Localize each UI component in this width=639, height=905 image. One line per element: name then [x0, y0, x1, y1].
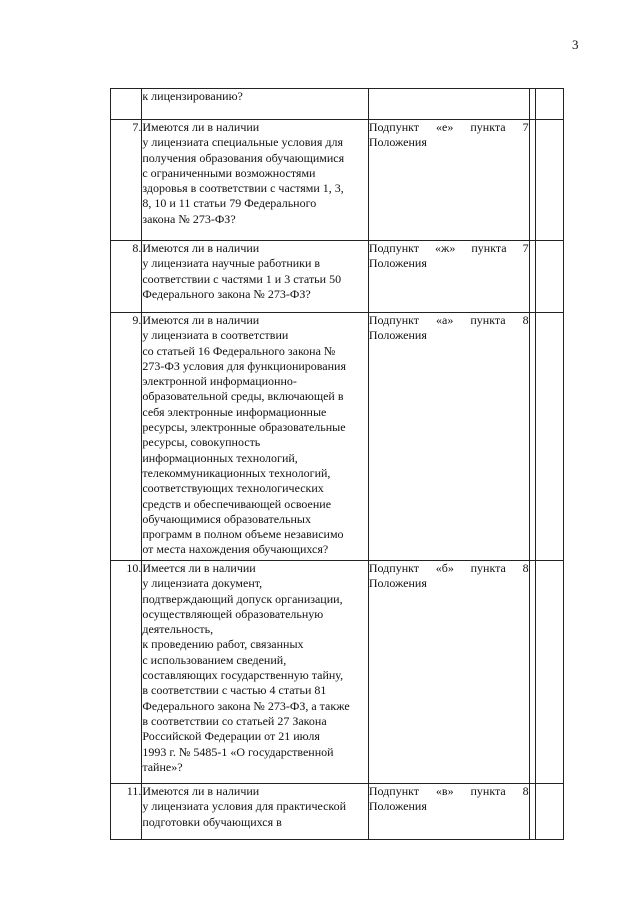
reference-word: Положения: [368, 576, 427, 591]
row-number-cell: [111, 313, 142, 561]
row-number: 10.: [126, 561, 142, 575]
question-text-line: с ограниченными возможностями: [142, 165, 316, 180]
question-text-line: со статьей 16 Федерального закона №: [142, 343, 336, 358]
reference-word: Положения: [368, 799, 427, 814]
check-cell: [535, 120, 563, 241]
question-text-line: ресурсы, совокупность: [142, 435, 261, 450]
reference-word: «ж»: [435, 241, 456, 255]
reference-line: [369, 328, 529, 343]
question-text-line: ресурсы, электронные образовательные: [142, 420, 346, 435]
row-number-cell: [111, 241, 142, 313]
question-text-line: деятельность,: [142, 622, 214, 637]
question-text-line: в соответствии со статьей 27 Закона: [142, 713, 327, 728]
checklist-table: [110, 88, 564, 840]
question-text-line: у лицензиата специальные условия для: [142, 135, 343, 150]
reference-line: [369, 784, 529, 799]
check-cell: [535, 241, 563, 313]
question-cell: [142, 313, 369, 561]
reference-cell: [368, 784, 529, 840]
question-text-line: Имеется ли в наличии: [142, 561, 256, 575]
table-row: [111, 561, 564, 784]
row-number-cell: [111, 120, 142, 241]
question-text-line: у лицензиата документ,: [142, 576, 263, 591]
table-row: [111, 313, 564, 561]
question-cell: [142, 241, 369, 313]
reference-word: пункта: [470, 561, 506, 575]
reference-word: пункта: [470, 120, 506, 134]
reference-word: Подпункт: [368, 561, 420, 575]
question-text-line: подтверждающий допуск организации,: [142, 591, 343, 606]
question-text-line: Имеются ли в наличии: [142, 784, 260, 798]
reference-line: [369, 241, 529, 256]
question-text-line: тайне»?: [142, 759, 183, 774]
reference-word: 7: [522, 241, 529, 255]
reference-line: [369, 576, 529, 591]
question-text-line: программ в полном объеме независимо: [142, 527, 344, 542]
reference-cell: [368, 241, 529, 313]
reference-line: [369, 135, 529, 150]
question-cell: [142, 784, 369, 840]
question-text-line: в соответствии с частью 4 статьи 81: [142, 683, 327, 698]
reference-word: Положения: [368, 135, 427, 150]
question-text-line: Российской Федерации от 21 июля: [142, 729, 320, 744]
reference-word: Подпункт: [368, 120, 420, 134]
table-row: [111, 241, 564, 313]
question-text-line: себя электронные информационные: [142, 404, 327, 419]
check-cell: [535, 784, 563, 840]
question-text-line: у лицензиата научные работники в: [142, 256, 321, 271]
reference-line: [369, 120, 529, 135]
question-text-line: информационных технологий,: [142, 450, 298, 465]
reference-word: «е»: [436, 120, 454, 134]
row-number: 8.: [132, 241, 142, 255]
reference-word: Подпункт: [368, 241, 420, 255]
reference-word: Подпункт: [368, 784, 420, 798]
reference-cell: [368, 89, 529, 120]
question-cell: [142, 120, 369, 241]
question-text-line: телекоммуникационных технологий,: [142, 465, 331, 480]
question-text-line: обучающимися образовательных: [142, 511, 311, 526]
table-body: [111, 89, 564, 840]
reference-line: [369, 561, 529, 576]
reference-word: «б»: [435, 561, 454, 575]
reference-word: Положения: [368, 328, 427, 343]
question-cell: [142, 561, 369, 784]
page-number: 3: [572, 37, 579, 52]
question-text-line: Федерального закона № 273-ФЗ?: [142, 286, 311, 301]
reference-word: 8: [522, 313, 529, 327]
check-cell: [535, 561, 563, 784]
question-text-line: у лицензиата условия для практической: [142, 799, 347, 814]
question-text-line: соответствии с частями 1 и 3 статьи 50: [142, 271, 342, 286]
question-text-line: к проведению работ, связанных: [142, 637, 304, 652]
question-text-line: с использованием сведений,: [142, 652, 287, 667]
table-row: [111, 784, 564, 840]
reference-cell: [368, 313, 529, 561]
reference-word: пункта: [470, 784, 506, 798]
row-number-cell: [111, 784, 142, 840]
reference-word: «в»: [435, 784, 454, 798]
reference-word: пункта: [471, 241, 507, 255]
question-text-line: соответствующих технологических: [142, 481, 324, 496]
question-text-line: Имеются ли в наличии: [142, 120, 260, 134]
reference-line: [369, 799, 529, 814]
question-text-line: от места нахождения обучающихся?: [142, 542, 329, 557]
reference-word: 8: [522, 561, 529, 575]
question-text-line: 8, 10 и 11 статьи 79 Федерального: [142, 196, 317, 211]
row-number: 9.: [132, 313, 142, 327]
reference-word: «а»: [436, 313, 454, 327]
row-number: 11.: [126, 784, 142, 798]
question-text-line: у лицензиата в соответствии: [142, 328, 289, 343]
check-cell: [535, 313, 563, 561]
reference-cell: [368, 561, 529, 784]
table-row: [111, 120, 564, 241]
question-text-line: получения образования обучающимися: [142, 150, 345, 165]
question-text-line: средств и обеспечивающей освоение: [142, 496, 332, 511]
check-cell: [535, 89, 563, 120]
reference-cell: [368, 120, 529, 241]
question-text-line: электронной информационно-: [142, 374, 297, 389]
reference-word: Подпункт: [368, 313, 420, 327]
reference-line: [369, 313, 529, 328]
question-cell: [142, 89, 369, 120]
row-number: 7.: [132, 120, 142, 134]
reference-word: пункта: [470, 313, 506, 327]
question-text-line: подготовки обучающихся в: [142, 814, 282, 829]
question-text-line: образовательной среды, включающей в: [142, 389, 344, 404]
row-number-cell: [111, 561, 142, 784]
question-text-line: 1993 г. № 5485-1 «О государственной: [142, 744, 334, 759]
reference-word: Положения: [368, 256, 427, 271]
reference-word: 8: [522, 784, 529, 798]
question-text-line: Федерального закона № 273-ФЗ, а также: [142, 698, 350, 713]
question-text-line: закона № 273-ФЗ?: [142, 211, 236, 226]
question-text-line: осуществляющей образовательную: [142, 606, 324, 621]
reference-line: [369, 256, 529, 271]
question-text-line: Имеются ли в наличии: [142, 241, 260, 255]
row-number-cell: [111, 89, 142, 120]
question-text-line: к лицензированию?: [142, 89, 243, 103]
question-text-line: здоровья в соответствии с частями 1, 3,: [142, 181, 344, 196]
question-text-line: 273-ФЗ условия для функционирования: [142, 358, 346, 373]
question-text-line: Имеются ли в наличии: [142, 313, 260, 327]
reference-word: 7: [522, 120, 529, 134]
table-row: [111, 89, 564, 120]
question-text-line: составляющих государственную тайну,: [142, 668, 344, 683]
